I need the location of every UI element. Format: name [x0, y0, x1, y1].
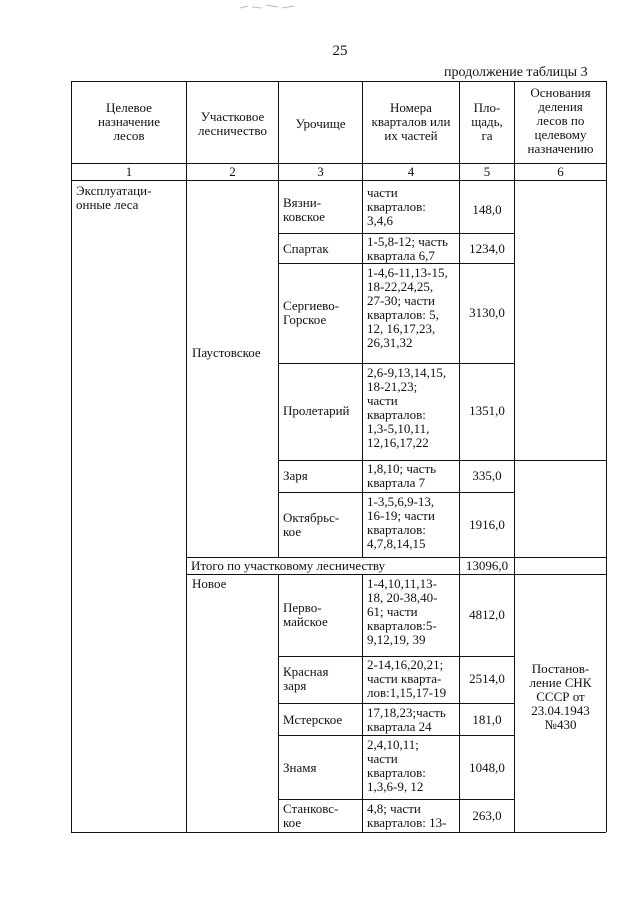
grid-line [278, 735, 514, 736]
locality-name: Знамя [283, 760, 317, 775]
scan-artifact [238, 2, 296, 12]
locality-name: Станковс- кое [283, 801, 339, 830]
area-value: 335,0 [472, 468, 502, 483]
quarters-list: 2-14,16,20,21; части кварта- лов:1,15,17-19 [367, 657, 447, 700]
quarters-list: 4,8; части кварталов: 13- [367, 801, 447, 830]
column-number: 2 [229, 164, 236, 179]
area-value: 1234,0 [469, 241, 505, 256]
grid-line [71, 81, 72, 832]
grid-line [186, 81, 187, 832]
quarters-list: 2,6-9,13,14,15, 18-21,23; части кварталов: 1,3-5,10,11, 12,16,17,22 [367, 365, 447, 450]
column-number: 4 [407, 164, 415, 179]
locality-name: Красная заря [283, 664, 329, 693]
quarters-list: 2,4,10,11; части кварталов: 1,3,6-9, 12 [367, 737, 426, 794]
forestry-name-2: Новое [192, 576, 227, 591]
header-locality: Урочище [295, 116, 346, 131]
locality-name: Пролетарий [283, 403, 350, 418]
header-basis: Основания деления лесов по целевому назначению [527, 85, 594, 156]
column-number: 6 [557, 164, 564, 179]
grid-line [71, 81, 606, 82]
column-number: 3 [317, 164, 324, 179]
subtotal-value: 13096,0 [465, 558, 509, 573]
grid-line [71, 163, 606, 164]
quarters-list: 1,8,10; часть квартала 7 [367, 461, 437, 490]
forestry-name-1: Паустовское [192, 345, 261, 360]
grid-line [362, 81, 363, 557]
locality-name: Спартак [283, 241, 329, 256]
grid-line [278, 703, 514, 704]
quarters-list: 1-5,8-12; часть квартала 6,7 [367, 234, 448, 263]
grid-line [362, 574, 363, 832]
quarters-list: части кварталов: 3,4,6 [367, 185, 426, 228]
table-caption: продолжение таблицы 3 [444, 65, 588, 80]
area-value: 263,0 [472, 808, 502, 823]
grid-line [278, 363, 514, 364]
locality-name: Перво- майское [283, 600, 328, 629]
area-value: 1351,0 [469, 403, 505, 418]
locality-name: Заря [283, 468, 308, 483]
grid-line [278, 180, 279, 557]
area-value: 2514,0 [469, 671, 505, 686]
area-value: 4812,0 [469, 607, 505, 622]
header-forest-purpose: Целевое назначение лесов [97, 100, 161, 143]
grid-line [278, 460, 606, 461]
locality-name: Мстерское [283, 712, 343, 727]
grid-line [606, 81, 607, 832]
quarters-list: 1-4,6-11,13-15, 18-22,24,25, 27-30; части кварталов: 5, 12, 16,17,23, 26,31,32 [367, 265, 448, 350]
area-value: 1048,0 [469, 760, 505, 775]
grid-line [278, 799, 514, 800]
grid-line [186, 574, 606, 575]
basis-text: Постанов- ление СНК СССР от 23.04.1943 №430 [529, 661, 592, 732]
header-forestry: Участковое лесничество [198, 109, 267, 138]
header-area: Пло- щадь, га [471, 100, 503, 143]
header-quarters: Номера кварталов или их частей [371, 100, 451, 143]
area-value: 1916,0 [469, 517, 505, 532]
forest-purpose: Эксплуатаци- онные леса [76, 183, 152, 212]
quarters-list: 1-3,5,6,9-13, 16-19; части кварталов: 4,7,8,14,15 [367, 494, 435, 551]
column-number: 1 [125, 164, 133, 179]
locality-name: Сергиево- Горское [283, 298, 340, 327]
locality-name: Вязни- ковское [283, 195, 326, 224]
area-value: 3130,0 [469, 305, 505, 320]
subtotal-label: Итого по участковому лесничеству [191, 558, 386, 573]
area-value: 181,0 [472, 712, 502, 727]
grid-line [278, 492, 514, 493]
page-number: 25 [332, 43, 348, 59]
grid-line [278, 574, 279, 832]
quarters-list: 1-4,10,11,13- 18, 20-38,40- 61; части кварталов:5- 9,12,19, 39 [367, 576, 438, 647]
grid-line [71, 180, 606, 181]
grid-line [278, 263, 514, 264]
locality-name: Октябрьс- кое [283, 510, 340, 539]
column-number: 5 [483, 164, 491, 179]
quarters-list: 17,18,23;часть квартала 24 [367, 705, 446, 734]
grid-line [71, 832, 606, 833]
area-value: 148,0 [472, 202, 502, 217]
